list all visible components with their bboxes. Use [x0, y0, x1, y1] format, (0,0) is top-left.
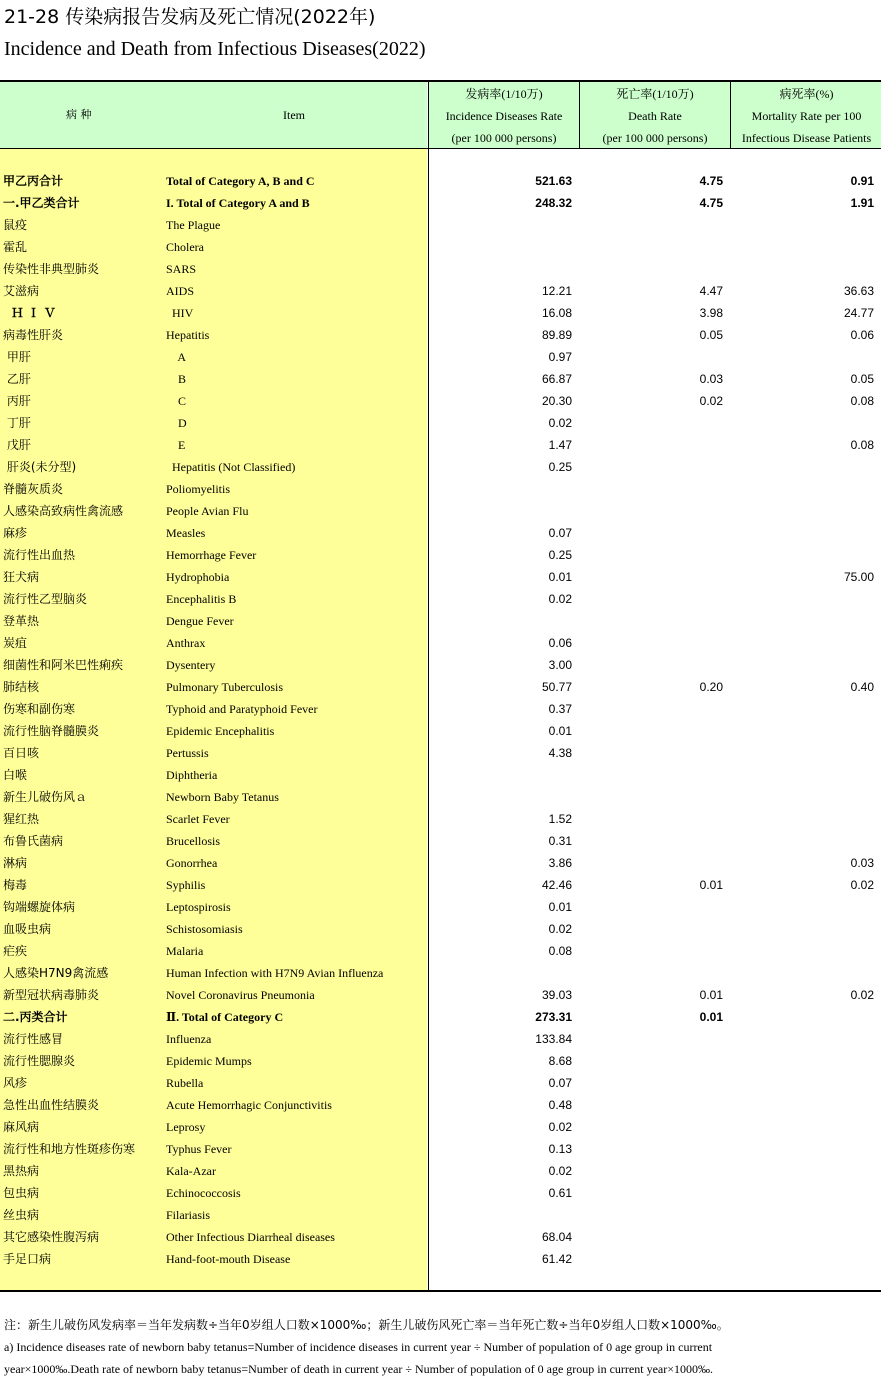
table-row: [0, 1182, 881, 1204]
incidence-rate-cell: 0.01: [548, 570, 572, 584]
header-mortality-line3: Infectious Disease Patients: [741, 131, 872, 145]
table-row: [0, 346, 881, 368]
table-row: [0, 566, 881, 588]
header-incidence-line2: Incidence Diseases Rate: [445, 109, 563, 123]
table-row: [0, 258, 881, 280]
header-death-cell: [579, 82, 730, 148]
table-rows: [0, 170, 881, 1270]
disease-name-cn: 流行性乙型脑炎: [3, 592, 88, 606]
incidence-rate-cell: 42.46: [541, 878, 572, 892]
disease-name-cn: 布鲁氏菌病: [3, 834, 64, 848]
table-row: [0, 390, 881, 412]
disease-name-cn: 流行性和地方性斑疹伤寒: [3, 1142, 136, 1156]
table-row: [0, 654, 881, 676]
disease-name-en: Measles: [166, 526, 206, 540]
table-row: [0, 434, 881, 456]
disease-name-cn: 急性出血性结膜炎: [3, 1098, 100, 1112]
disease-name-en: Scarlet Fever: [166, 812, 230, 826]
disease-name-en: Acute Hemorrhagic Conjunctivitis: [166, 1098, 332, 1112]
table-row: [0, 522, 881, 544]
disease-name-cn: 人感染高致病性禽流感: [3, 504, 124, 518]
disease-name-en: I. Total of Category A and B: [166, 196, 310, 210]
mortality-rate-cell: 0.05: [850, 372, 874, 386]
page-title-cn: 21-28 传染病报告发病及死亡情况(2022年): [4, 6, 376, 28]
header-death-line3: (per 100 000 persons): [602, 131, 708, 145]
table-row: [0, 1006, 881, 1028]
disease-name-en: Syphilis: [166, 878, 206, 892]
death-rate-cell: 4.75: [699, 196, 723, 210]
header-incidence-line1: 发病率(1/10万): [465, 87, 543, 101]
disease-name-en: Dengue Fever: [166, 614, 234, 628]
mortality-rate-cell: 0.08: [850, 394, 874, 408]
disease-name-en: Hand-foot-mouth Disease: [166, 1252, 291, 1266]
disease-name-cn: Ｈ Ｉ Ｖ: [3, 306, 56, 320]
disease-name-cn: 包虫病: [3, 1186, 40, 1200]
disease-name-en: Newborn Baby Tetanus: [166, 790, 279, 804]
incidence-rate-cell: 61.42: [541, 1252, 572, 1266]
mortality-rate-cell: 0.08: [850, 438, 874, 452]
disease-name-en: B: [166, 372, 187, 386]
table-row: [0, 302, 881, 324]
incidence-rate-cell: 20.30: [541, 394, 572, 408]
death-rate-cell: 0.01: [699, 878, 723, 892]
disease-name-cn: 肺结核: [3, 680, 40, 694]
mortality-rate-cell: 0.02: [850, 988, 874, 1002]
table-row: [0, 808, 881, 830]
death-rate-cell: 0.01: [699, 1010, 723, 1024]
table-row: [0, 478, 881, 500]
disease-name-en: Hemorrhage Fever: [166, 548, 257, 562]
disease-name-en: Novel Coronavirus Pneumonia: [166, 988, 315, 1002]
disease-name-en: Human Infection with H7N9 Avian Influenza: [166, 966, 384, 980]
disease-name-en: Diphtheria: [166, 768, 218, 782]
disease-name-en: Filariasis: [166, 1208, 210, 1222]
disease-name-en: Hydrophobia: [166, 570, 230, 584]
disease-name-cn: 丝虫病: [3, 1208, 40, 1222]
incidence-rate-cell: 50.77: [541, 680, 572, 694]
incidence-rate-cell: 3.00: [548, 658, 572, 672]
disease-name-cn: 脊髓灰质炎: [3, 482, 64, 496]
footnote-cn: 注：新生儿破伤风发病率＝当年发病数÷当年0岁组人口数×1000‰；新生儿破伤风死亡率＝当年死亡数÷当年0岁组人口数×1000‰。: [4, 1318, 729, 1332]
table-row: [0, 786, 881, 808]
disease-name-cn: 其它感染性腹泻病: [3, 1230, 100, 1244]
disease-name-en: E: [166, 438, 186, 452]
disease-name-en: SARS: [166, 262, 197, 276]
incidence-rate-cell: 0.37: [548, 702, 572, 716]
table-row: [0, 918, 881, 940]
header-name-cn: 病 种: [66, 108, 92, 121]
incidence-rate-cell: 0.02: [548, 592, 572, 606]
disease-name-en: A: [166, 350, 187, 364]
disease-name-en: Leprosy: [166, 1120, 206, 1134]
disease-name-cn: 白喉: [3, 768, 28, 782]
table-row: [0, 764, 881, 786]
disease-name-en: Leptospirosis: [166, 900, 231, 914]
footnote-en-line1: a) Incidence diseases rate of newborn baby tetanus=Number of incidence diseases in current year ÷ Number of population of 0 age group in current: [4, 1340, 713, 1354]
page-title-en: Incidence and Death from Infectious Diseases(2022): [4, 38, 426, 60]
incidence-rate-cell: 8.68: [548, 1054, 572, 1068]
disease-name-cn: 流行性出血热: [3, 548, 76, 562]
disease-name-en: Typhus Fever: [166, 1142, 232, 1156]
disease-name-cn: 戊肝: [3, 438, 31, 452]
incidence-rate-cell: 16.08: [541, 306, 572, 320]
death-rate-cell: 0.05: [699, 328, 723, 342]
death-rate-cell: 3.98: [699, 306, 723, 320]
disease-name-cn: 黑热病: [3, 1164, 40, 1178]
table-row: [0, 940, 881, 962]
mortality-rate-cell: 1.91: [850, 196, 874, 210]
disease-name-en: Dysentery: [166, 658, 216, 672]
disease-name-en: Pulmonary Tuberculosis: [166, 680, 284, 694]
table-row: [0, 1248, 881, 1270]
incidence-rate-cell: 248.32: [535, 196, 572, 210]
disease-name-cn: 猩红热: [3, 812, 40, 826]
disease-name-cn: 病毒性肝炎: [3, 328, 64, 342]
incidence-rate-cell: 0.02: [548, 416, 572, 430]
incidence-rate-cell: 1.52: [548, 812, 572, 826]
disease-name-cn: 伤寒和副伤寒: [3, 702, 76, 716]
table-row: [0, 1226, 881, 1248]
table-row: [0, 1116, 881, 1138]
incidence-rate-cell: 133.84: [535, 1032, 572, 1046]
disease-name-en: Hepatitis: [166, 328, 210, 342]
disease-name-en: Echinococcosis: [166, 1186, 241, 1200]
header-death-line2: Death Rate: [628, 109, 682, 123]
table-row: [0, 368, 881, 390]
disease-name-cn: 乙肝: [3, 372, 31, 386]
header-item: Item: [283, 108, 305, 122]
table-row: [0, 170, 881, 192]
incidence-rate-cell: 66.87: [541, 372, 572, 386]
table-row: [0, 192, 881, 214]
death-rate-cell: 0.03: [699, 372, 723, 386]
disease-name-cn: 甲肝: [3, 350, 31, 364]
death-rate-cell: 4.47: [699, 284, 723, 298]
table-row: [0, 324, 881, 346]
disease-name-en: HIV: [166, 306, 194, 320]
incidence-rate-cell: 0.02: [548, 922, 572, 936]
table-row: [0, 1028, 881, 1050]
mortality-rate-cell: 36.63: [843, 284, 874, 298]
disease-name-en: Epidemic Mumps: [166, 1054, 252, 1068]
table-row: [0, 280, 881, 302]
death-rate-cell: 0.20: [699, 680, 723, 694]
disease-name-en: Rubella: [166, 1076, 204, 1090]
disease-name-en: Influenza: [166, 1032, 212, 1046]
table-row: [0, 214, 881, 236]
header-incidence-line3: (per 100 000 persons): [451, 131, 557, 145]
mortality-rate-cell: 0.40: [850, 680, 874, 694]
disease-name-cn: 疟疾: [3, 944, 28, 958]
disease-name-en: Cholera: [166, 240, 204, 254]
disease-name-cn: 百日咳: [3, 746, 40, 760]
disease-name-cn: 鼠疫: [3, 218, 28, 232]
disease-name-cn: 肝炎(未分型): [3, 460, 77, 474]
table-row: [0, 500, 881, 522]
mortality-rate-cell: 0.06: [850, 328, 874, 342]
table-row: [0, 852, 881, 874]
mortality-rate-cell: 0.02: [850, 878, 874, 892]
death-rate-cell: 0.02: [699, 394, 723, 408]
incidence-rate-cell: 1.47: [548, 438, 572, 452]
disease-name-cn: 霍乱: [3, 240, 28, 254]
table-row: [0, 412, 881, 434]
incidence-rate-cell: 0.01: [548, 724, 572, 738]
disease-name-en: People Avian Flu: [166, 504, 249, 518]
mortality-rate-cell: 24.77: [843, 306, 874, 320]
incidence-rate-cell: 273.31: [535, 1010, 572, 1024]
table-row: [0, 610, 881, 632]
disease-name-en: Gonorrhea: [166, 856, 218, 870]
disease-name-en: Schistosomiasis: [166, 922, 243, 936]
incidence-rate-cell: 0.07: [548, 1076, 572, 1090]
disease-name-cn: 流行性腮腺炎: [3, 1054, 76, 1068]
incidence-rate-cell: 0.48: [548, 1098, 572, 1112]
incidence-rate-cell: 39.03: [541, 988, 572, 1002]
table-row: [0, 1094, 881, 1116]
table-row: [0, 742, 881, 764]
header-mortality-line2: Mortality Rate per 100: [751, 109, 862, 123]
disease-name-en: C: [166, 394, 187, 408]
data-table: [0, 80, 881, 1292]
header-mortality-line1: 病死率(%): [779, 87, 834, 101]
disease-name-cn: 血吸虫病: [3, 922, 52, 936]
table-row: [0, 830, 881, 852]
incidence-rate-cell: 0.97: [548, 350, 572, 364]
disease-name-en: Other Infectious Diarrheal diseases: [166, 1230, 335, 1244]
disease-name-en: Anthrax: [166, 636, 206, 650]
disease-name-cn: 丁肝: [3, 416, 31, 430]
incidence-rate-cell: 68.04: [541, 1230, 572, 1244]
incidence-rate-cell: 0.06: [548, 636, 572, 650]
disease-name-cn: 流行性脑脊髓膜炎: [3, 724, 100, 738]
disease-name-cn: 麻疹: [3, 526, 28, 540]
table-row: [0, 1050, 881, 1072]
disease-name-cn: 淋病: [3, 856, 28, 870]
incidence-rate-cell: 0.01: [548, 900, 572, 914]
disease-name-cn: 钩端螺旋体病: [3, 900, 76, 914]
table-row: [0, 1138, 881, 1160]
disease-name-en: Typhoid and Paratyphoid Fever: [166, 702, 318, 716]
header-death-line1: 死亡率(1/10万): [616, 87, 694, 101]
disease-name-cn: 狂犬病: [3, 570, 40, 584]
incidence-rate-cell: 521.63: [535, 174, 572, 188]
disease-name-cn: 登革热: [3, 614, 40, 628]
table-row: [0, 984, 881, 1006]
table-row: [0, 632, 881, 654]
disease-name-cn: 新生儿破伤风ａ: [3, 790, 88, 804]
disease-name-cn: 风疹: [3, 1076, 28, 1090]
incidence-rate-cell: 0.02: [548, 1120, 572, 1134]
disease-name-en: Kala-Azar: [166, 1164, 216, 1178]
table-row: [0, 544, 881, 566]
table-row: [0, 1204, 881, 1226]
incidence-rate-cell: 12.21: [541, 284, 572, 298]
disease-name-en: Total of Category A, B and C: [166, 174, 315, 188]
disease-name-cn: 传染性非典型肺炎: [3, 262, 100, 276]
disease-name-cn: 二.丙类合计: [3, 1010, 68, 1024]
disease-name-en: Hepatitis (Not Classified): [166, 460, 296, 474]
disease-name-en: The Plague: [166, 218, 221, 232]
disease-name-cn: 甲乙丙合计: [3, 174, 64, 188]
table-row: [0, 676, 881, 698]
incidence-rate-cell: 0.61: [548, 1186, 572, 1200]
disease-name-cn: 麻风病: [3, 1120, 40, 1134]
disease-name-en: Epidemic Encephalitis: [166, 724, 275, 738]
disease-name-en: Ⅱ. Total of Category C: [166, 1010, 284, 1024]
table-row: [0, 1160, 881, 1182]
incidence-rate-cell: 0.13: [548, 1142, 572, 1156]
disease-name-cn: 炭疽: [3, 636, 28, 650]
incidence-rate-cell: 0.25: [548, 460, 572, 474]
disease-name-en: Encephalitis B: [166, 592, 237, 606]
mortality-rate-cell: 0.03: [850, 856, 874, 870]
incidence-rate-cell: 0.02: [548, 1164, 572, 1178]
incidence-rate-cell: 4.38: [548, 746, 572, 760]
disease-name-cn: 一.甲乙类合计: [3, 196, 80, 210]
table-bottom-rule: [0, 1290, 881, 1292]
header-mortality-cell: [730, 82, 881, 148]
disease-name-cn: 丙肝: [3, 394, 31, 408]
disease-name-cn: 艾滋病: [3, 284, 40, 298]
incidence-rate-cell: 3.86: [548, 856, 572, 870]
disease-name-cn: 手足口病: [3, 1252, 52, 1266]
disease-name-cn: 人感染H7N9禽流感: [3, 966, 109, 980]
incidence-rate-cell: 0.07: [548, 526, 572, 540]
disease-name-cn: 梅毒: [3, 878, 28, 892]
table-row: [0, 962, 881, 984]
disease-name-cn: 新型冠状病毒肺炎: [3, 988, 100, 1002]
header-incidence-cell: [428, 82, 579, 148]
disease-name-en: D: [166, 416, 187, 430]
disease-name-en: Malaria: [166, 944, 204, 958]
table-row: [0, 720, 881, 742]
footnote-en-line2: year×1000‰.Death rate of newborn baby tetanus=Number of death in current year ÷ Number of population of 0 age group in current year×1000‰.: [4, 1362, 713, 1376]
incidence-rate-cell: 0.25: [548, 548, 572, 562]
table-row: [0, 698, 881, 720]
table-row: [0, 588, 881, 610]
table-row: [0, 896, 881, 918]
incidence-rate-cell: 0.31: [548, 834, 572, 848]
mortality-rate-cell: 75.00: [843, 570, 874, 584]
disease-name-cn: 细菌性和阿米巴性痢疾: [3, 658, 124, 672]
disease-name-en: Brucellosis: [166, 834, 220, 848]
table-row: [0, 874, 881, 896]
table-row: [0, 456, 881, 478]
death-rate-cell: 0.01: [699, 988, 723, 1002]
table-row: [0, 236, 881, 258]
header-name-cell: [0, 82, 427, 148]
disease-name-en: AIDS: [166, 284, 195, 298]
death-rate-cell: 4.75: [699, 174, 723, 188]
mortality-rate-cell: 0.91: [850, 174, 874, 188]
disease-name-cn: 流行性感冒: [3, 1032, 64, 1046]
disease-name-en: Poliomyelitis: [166, 482, 231, 496]
incidence-rate-cell: 89.89: [541, 328, 572, 342]
table-row: [0, 1072, 881, 1094]
disease-name-en: Pertussis: [166, 746, 209, 760]
incidence-rate-cell: 0.08: [548, 944, 572, 958]
